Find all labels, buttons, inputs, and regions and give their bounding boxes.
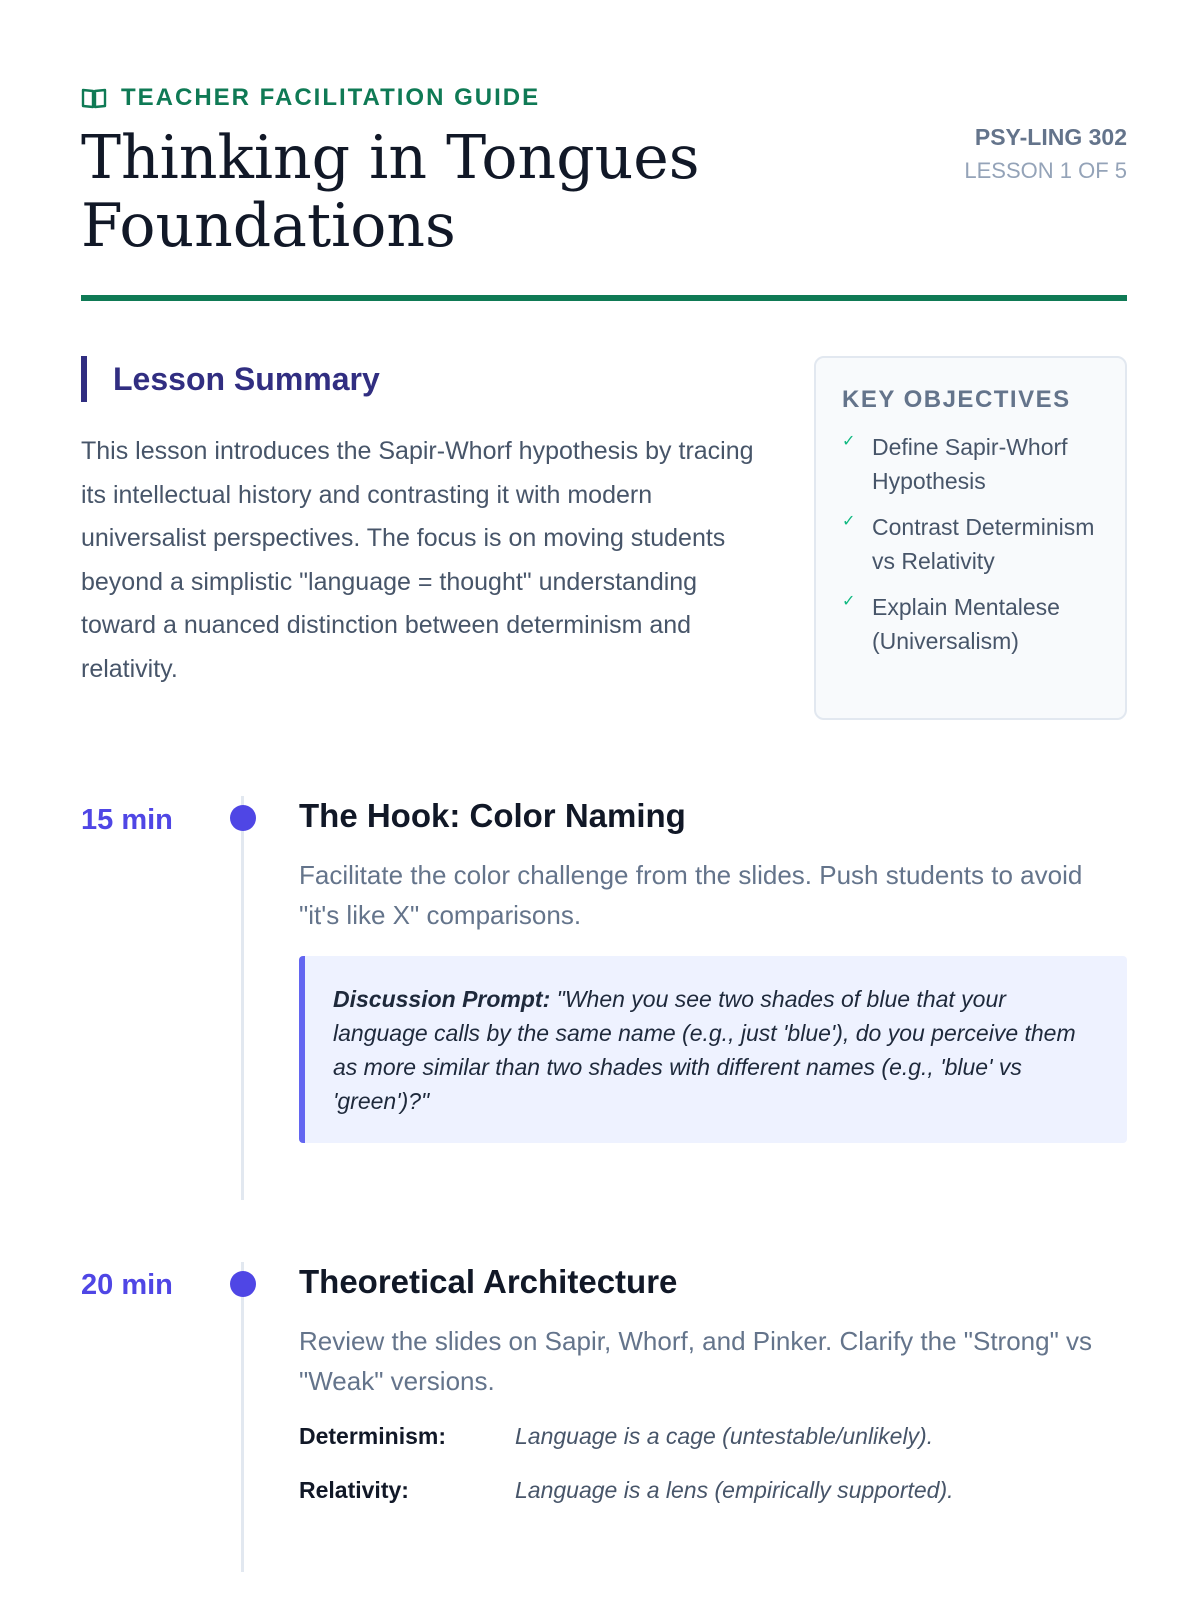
- lesson-counter: LESSON 1 OF 5: [964, 158, 1127, 183]
- segment-duration: 20 min: [81, 1269, 173, 1301]
- facilitation-guide-page: [81, 0, 1127, 1600]
- open-book-icon: [81, 86, 107, 110]
- guide-eyebrow: [81, 83, 540, 113]
- objective-item: [842, 590, 1099, 658]
- timeline-line: [241, 796, 244, 1200]
- objective-item: [842, 510, 1099, 578]
- definition-term: Relativity:: [299, 1477, 409, 1503]
- segment-duration: 15 min: [81, 804, 173, 836]
- key-objectives-card: [814, 356, 1127, 720]
- header-divider: [81, 295, 1127, 301]
- discussion-prompt: [299, 956, 1127, 1143]
- course-code: PSY-LING 302: [974, 124, 1127, 150]
- summary-text: This lesson introduces the Sapir-Whorf hypothesis by tracing its intellectual history and contrasting it with modern universalist perspectives. The focus is on moving students beyond a simplistic "language = thought" understanding toward a nuanced distinction between determinism and relativity.: [81, 437, 754, 683]
- objective-text: Explain Mentalese (Universalism): [872, 594, 1060, 654]
- page-title: Thinking in Tongues Foundations: [81, 123, 700, 261]
- check-icon: ✓: [842, 513, 856, 530]
- segment-description: Facilitate the color challenge from the slides. Push students to avoid "it's like X" comparisons.: [299, 860, 1083, 930]
- definition-row: [299, 1473, 1127, 1507]
- objective-text: Define Sapir-Whorf Hypothesis: [872, 434, 1068, 494]
- objectives-list: [842, 430, 1099, 658]
- segment-title: Theoretical Architecture: [299, 1263, 678, 1300]
- prompt-text: "When you see two shades of blue that your language calls by the same name (e.g., just 'blue'), do you perceive them as more similar than two shades with different names (e.g., 'blue' vs 'green')?": [333, 986, 1076, 1114]
- definition-text: Language is a cage (untestable/unlikely).: [515, 1423, 934, 1449]
- lesson-summary-heading: [81, 356, 380, 402]
- course-info: [947, 120, 1127, 188]
- objective-text: Contrast Determinism vs Relativity: [872, 514, 1095, 574]
- timeline-line: [241, 1262, 244, 1572]
- objectives-title: KEY OBJECTIVES: [842, 386, 1071, 413]
- prompt-label: Discussion Prompt:: [333, 986, 551, 1012]
- definition-term: Determinism:: [299, 1423, 446, 1449]
- objective-item: [842, 430, 1099, 498]
- timeline-dot: [230, 1271, 256, 1297]
- check-icon: ✓: [842, 433, 856, 450]
- definition-text: Language is a lens (empirically supported).: [515, 1477, 954, 1503]
- eyebrow-label: TEACHER FACILITATION GUIDE: [121, 84, 541, 111]
- segment-title: The Hook: Color Naming: [299, 797, 686, 834]
- timeline-dot: [230, 805, 256, 831]
- summary-title: Lesson Summary: [113, 360, 380, 397]
- segment-description: Review the slides on Sapir, Whorf, and Pinker. Clarify the "Strong" vs "Weak" versions.: [299, 1326, 1093, 1396]
- definition-row: [299, 1419, 1127, 1453]
- check-icon: ✓: [842, 593, 856, 610]
